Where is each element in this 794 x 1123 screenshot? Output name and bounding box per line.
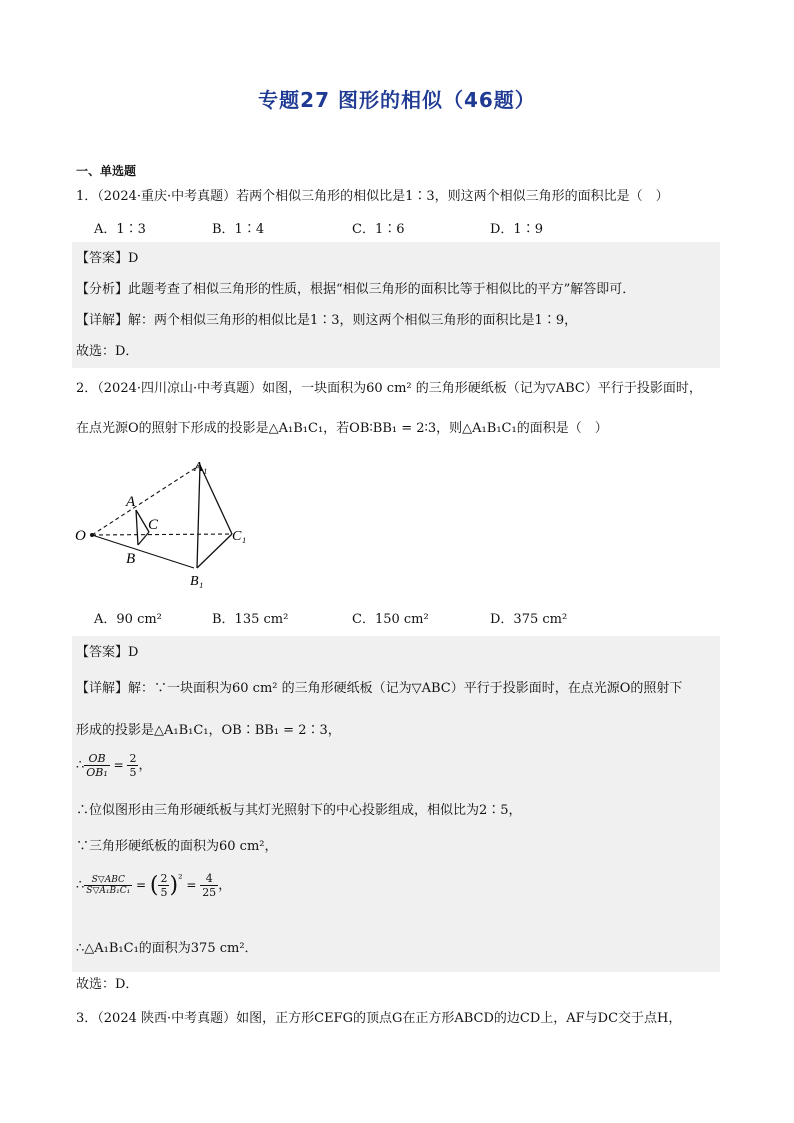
q1-answer: 【答案】D xyxy=(76,251,139,266)
q2-step4-den3: 25 xyxy=(202,886,217,899)
q1-stem: 1．（2024·重庆·中考真题）若两个相似三角形的相似比是1∶3，则这两个相似三角形的面积比是（ ） xyxy=(76,189,669,204)
label-b: B xyxy=(126,551,136,567)
q2-step1-den2: 5 xyxy=(129,766,137,779)
q2-step4-prefix: ∴ xyxy=(76,878,85,893)
q1-solution-box xyxy=(72,242,720,368)
q2-stem-line2: 在点光源O的照射下形成的投影是△A₁B₁C₁，若OB∶BB₁ = 2∶3，则△A₁B₁C₁的面积是（ ） xyxy=(76,421,608,436)
q2-step1-eq: = xyxy=(109,758,128,772)
q2-option-d: D．375 cm² xyxy=(490,612,568,627)
q2-step4-lparen: ( xyxy=(149,873,159,898)
q2-conclusion: 故选：D． xyxy=(76,977,139,992)
q2-option-c: C．150 cm² xyxy=(352,612,429,627)
q2-step1 xyxy=(76,752,152,779)
q2-answer: 【答案】D xyxy=(76,645,139,660)
edge-b1c1 xyxy=(197,534,232,568)
q2-step1-num: OB xyxy=(84,752,110,766)
point-o xyxy=(90,533,94,537)
label-b1: B₁ xyxy=(190,574,204,589)
q2-option-a: A．90 cm² xyxy=(94,612,162,627)
edge-a1c1 xyxy=(200,465,232,534)
q2-step4-square: ² xyxy=(178,872,183,885)
q2-step4-num3: 4 xyxy=(200,872,218,886)
q3-stem: 3．（2024 陕西·中考真题）如图，正方形CEFG的顶点G在正方形ABCD的边CD上，AF与DC交于点H， xyxy=(76,1011,682,1026)
q1-option-a: A．1∶3 xyxy=(94,222,146,237)
edge-bc xyxy=(138,532,149,545)
q2-step4-fraction xyxy=(84,875,132,896)
label-o: O xyxy=(75,528,86,544)
label-a1: A₁ xyxy=(194,460,208,475)
label-c1: C₁ xyxy=(232,529,247,544)
q1-option-c: C．1∶6 xyxy=(352,222,405,237)
q2-step2: ∴位似图形由三角形硬纸板与其灯光照射下的中心投影组成，相似比为2∶5， xyxy=(76,803,522,818)
q1-option-d: D．1∶9 xyxy=(490,222,543,237)
q2-step4 xyxy=(76,872,231,899)
edge-ab xyxy=(136,510,138,545)
q1-conclusion: 故选：D． xyxy=(76,344,139,359)
q2-detail-line1: 【详解】解：∵一块面积为60 cm² 的三角形硬纸板（记为▽ABC）平行于投影面时，在点光源O的照射下 xyxy=(76,681,683,696)
q2-step1-fraction2 xyxy=(127,752,138,779)
page-title: 专题27 图形的相似（46题） xyxy=(258,88,536,112)
q2-step4-den: S▽A₁B₁C₁ xyxy=(86,886,131,896)
q2-step1-fraction xyxy=(84,752,110,779)
q1-option-b: B．1∶4 xyxy=(212,222,265,237)
label-c: C xyxy=(148,517,159,533)
q2-step3: ∵三角形硬纸板的面积为60 cm²， xyxy=(76,839,278,854)
q2-step1-prefix: ∴ xyxy=(76,758,85,773)
edge-a1b1 xyxy=(197,465,200,568)
q2-step1-den: OB₁ xyxy=(86,766,108,779)
q2-step4-paren-num: 2 xyxy=(160,872,168,885)
q2-detail-line2: 形成的投影是△A₁B₁C₁，OB∶BB₁ = 2∶3， xyxy=(76,723,341,738)
q2-step5: ∴△A₁B₁C₁的面积为375 cm²． xyxy=(76,941,258,956)
q2-step4-rparen: ) xyxy=(169,873,179,898)
q2-step4-eq2: = xyxy=(182,878,201,892)
q2-projection-figure xyxy=(72,452,262,592)
q2-step4-suffix: ， xyxy=(218,878,232,893)
q2-step4-num: S▽ABC xyxy=(84,875,132,886)
dashed-line-o-a1 xyxy=(92,465,200,535)
q2-step4-paren-fraction xyxy=(158,872,169,899)
q2-option-b: B．135 cm² xyxy=(212,612,289,627)
q2-stem-line1: 2．（2024·四川凉山·中考真题）如图，一块面积为60 cm² 的三角形硬纸板（记为▽ABC）平行于投影面时， xyxy=(76,381,702,396)
q2-step4-eq: = xyxy=(132,878,150,892)
section-heading: 一、单选题 xyxy=(76,164,137,178)
q2-step4-paren-den: 5 xyxy=(160,886,168,899)
q1-analysis: 【分析】此题考查了相似三角形的性质，根据“相似三角形的面积比等于相似比的平方”解答即可． xyxy=(76,282,636,297)
label-a: A xyxy=(126,494,136,510)
q2-step1-num2: 2 xyxy=(129,752,137,765)
q2-step1-suffix: ， xyxy=(138,758,152,773)
dashed-line-o-c1 xyxy=(92,534,232,535)
q2-step4-fraction3 xyxy=(200,872,218,899)
q1-detail: 【详解】解：两个相似三角形的相似比是1∶3，则这两个相似三角形的面积比是1∶9， xyxy=(76,313,578,328)
